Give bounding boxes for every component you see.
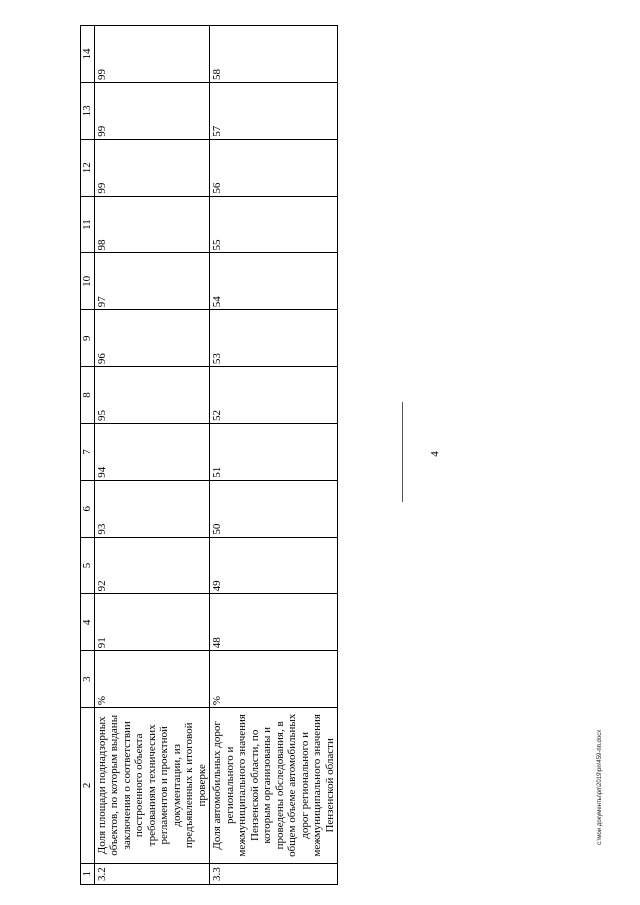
header-cell: 9 bbox=[81, 310, 95, 367]
value-cell: 58 bbox=[210, 26, 338, 83]
value-cell: 95 bbox=[94, 367, 210, 424]
rotated-table-container bbox=[80, 25, 360, 885]
header-cell: 2 bbox=[81, 708, 95, 863]
unit-cell: % bbox=[94, 651, 210, 708]
page-number: 4 bbox=[428, 451, 441, 457]
header-cell: 13 bbox=[81, 82, 95, 139]
row-number: 3.3 bbox=[210, 863, 338, 884]
value-cell: 99 bbox=[94, 82, 210, 139]
value-cell: 48 bbox=[210, 594, 338, 651]
value-cell: 52 bbox=[210, 367, 338, 424]
value-cell: 51 bbox=[210, 423, 338, 480]
value-cell: 96 bbox=[94, 310, 210, 367]
header-cell: 11 bbox=[81, 196, 95, 253]
unit-cell: % bbox=[210, 651, 338, 708]
header-cell: 12 bbox=[81, 139, 95, 196]
value-cell: 98 bbox=[94, 196, 210, 253]
value-cell: 56 bbox=[210, 139, 338, 196]
separator-line bbox=[402, 402, 403, 502]
value-cell: 53 bbox=[210, 310, 338, 367]
table-row bbox=[94, 26, 210, 885]
row-number: 3.2 bbox=[94, 863, 210, 884]
header-cell: 3 bbox=[81, 651, 95, 708]
indicator-description: Доля автомобильных дорог регионального и межмуниципального значения Пензенской области, по которым организованы и проведены обследования, в общем объеме автомобильных дорог регионального и межмуниципального значения Пензенской области bbox=[210, 708, 338, 863]
value-cell: 54 bbox=[210, 253, 338, 310]
value-cell: 57 bbox=[210, 82, 338, 139]
indicators-table bbox=[80, 25, 338, 885]
table-row bbox=[210, 26, 338, 885]
header-cell: 4 bbox=[81, 594, 95, 651]
value-cell: 50 bbox=[210, 480, 338, 537]
header-cell: 10 bbox=[81, 253, 95, 310]
value-cell: 55 bbox=[210, 196, 338, 253]
header-cell: 6 bbox=[81, 480, 95, 537]
value-cell: 92 bbox=[94, 537, 210, 594]
table-header-row bbox=[81, 26, 95, 885]
indicator-description: Доля площади поднадзорных объектов, по которым выданы заключения о соответствии построенного объекта требованиям технических регламентов и проектной документации, из предъявленных к итоговой проверке bbox=[94, 708, 210, 863]
value-cell: 97 bbox=[94, 253, 210, 310]
header-cell: 14 bbox=[81, 26, 95, 83]
value-cell: 99 bbox=[94, 26, 210, 83]
header-cell: 1 bbox=[81, 863, 95, 884]
header-cell: 5 bbox=[81, 537, 95, 594]
value-cell: 93 bbox=[94, 480, 210, 537]
value-cell: 49 bbox=[210, 537, 338, 594]
footer-file-path: c:\мои документы\рп\2019\pn\459-пп.docx bbox=[597, 729, 603, 845]
value-cell: 91 bbox=[94, 594, 210, 651]
value-cell: 94 bbox=[94, 423, 210, 480]
header-cell: 8 bbox=[81, 367, 95, 424]
header-cell: 7 bbox=[81, 423, 95, 480]
value-cell: 99 bbox=[94, 139, 210, 196]
